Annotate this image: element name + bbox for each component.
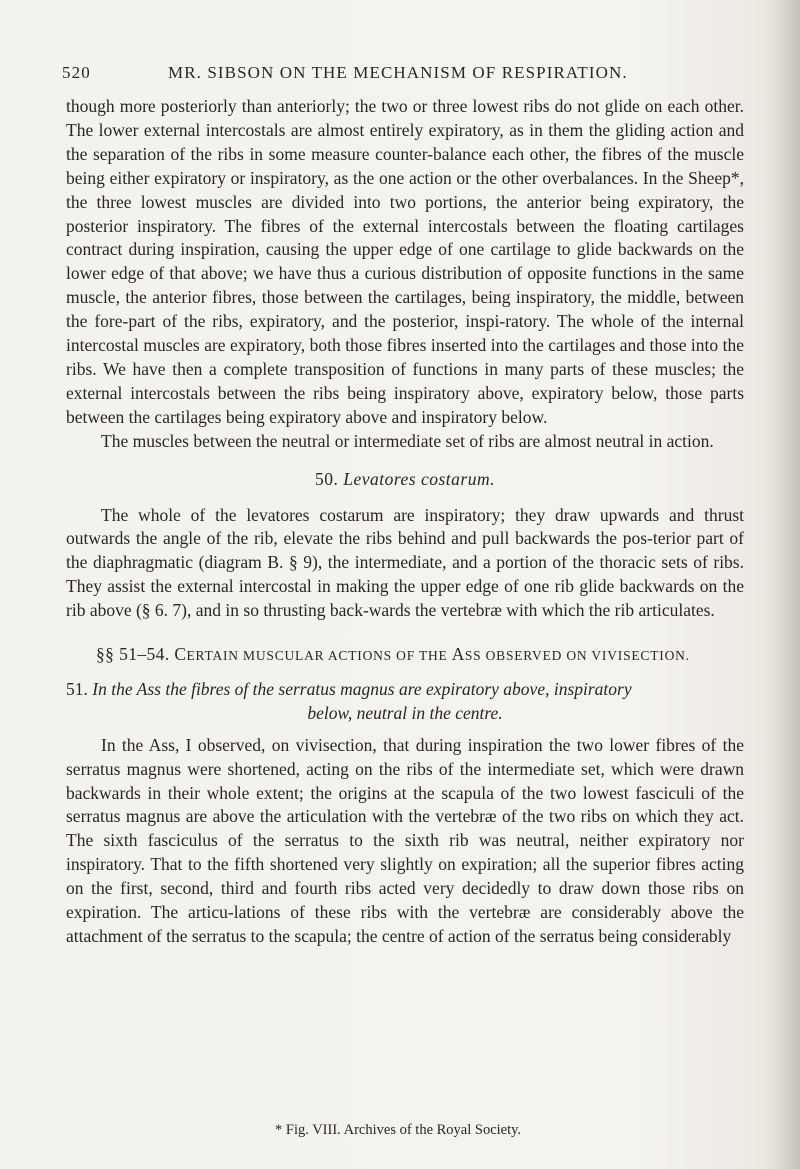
section-50-title xyxy=(66,468,744,492)
subsection-51-number: 51. xyxy=(66,678,88,699)
paragraph-levatores: The whole of the levatores costarum are inspiratory; they draw upwards and thrust outwards the angle of the rib, elevate the ribs behind and pull backwards the pos-terior part of the diaphragmatic (diagram B. § 9), the intermediate, and a portion of the thoracic sets of ribs. They assist the external intercostal in making the upper edge of one rib glide backwards on the rib above (§ 6. 7), and in so thrusting back-wards the vertebræ with which the rib articulates. xyxy=(66,504,744,621)
paragraph-neutral-ribs: The muscles between the neutral or intermediate set of ribs are almost neutral in action. xyxy=(101,430,714,451)
subsection-51-line2: below, neutral in the centre. xyxy=(307,702,503,723)
footnote: * Fig. VIII. Archives of the Royal Society. xyxy=(275,1122,522,1138)
heading-small-caps: ERTAIN MUSCULAR ACTIONS OF THE xyxy=(186,648,452,664)
heading-prefix: §§ 51–54. C xyxy=(96,644,187,665)
paragraph-vivisection: In the Ass, I observed, on vivisection, that during inspiration the two lower fibres of the serratus magnus were shortened, acting on the ribs of the intermediate set, which were drawn backwards in their whole extent; the origins at the scapula of the two lowest fasciculi of the serratus magnus are above the articulation with the vertebræ of the two ribs on which they act. The sixth fasciculus of the serratus to the sixth rib was neutral, neither expiratory nor inspiratory. That to the fifth shortened very slightly on expiration; all the superior fibres acting on the first, second, third and fourth ribs acted very decidedly to draw down those ribs on expiration. The articu-lations of these ribs with the vertebræ are considerably above the attachment of the serratus to the scapula; the centre of action of the serratus being considerably xyxy=(66,734,744,946)
heading-ass-initial: A xyxy=(451,644,465,665)
page-number: 520 xyxy=(62,63,91,82)
page-edge-shadow xyxy=(774,0,800,1169)
section-50-number: 50. xyxy=(314,468,339,489)
heading-small-caps-2: SS OBSERVED ON VIVISECTION. xyxy=(464,648,690,664)
running-title: MR. SIBSON ON THE MECHANISM OF RESPIRATION. xyxy=(168,63,628,82)
body-text xyxy=(66,95,744,949)
subsection-51-heading xyxy=(66,678,744,726)
section-50-name: Levatores costarum. xyxy=(343,468,495,489)
section-51-54-heading xyxy=(66,643,744,668)
subsection-51-line1: In the Ass the fibres of the serratus magnus are expiratory above, inspiratory xyxy=(92,678,632,699)
paragraph-intercostals: though more posteriorly than anteriorly; the two or three lowest ribs do not glide on each other. The lower external intercostals are almost entirely expiratory, as in them the gliding action and the separation of the ribs in some measure counter-balance each other, the fibres of the muscle being either expiratory or inspiratory, as the one action or the other overbalances. In the Sheep*, the three lowest muscles are divided into two portions, the anterior being expiratory, the posterior inspiratory. The fibres of the external intercostals between the floating cartilages contract during inspiration, causing the upper edge of one cartilage to glide backwards on the lower edge of that above; we have thus a curious distribution of opposite functions in the same muscle, the anterior fibres, those between the cartilages, being inspiratory, the middle, between the fore-part of the ribs, expiratory, and the posterior, inspi-ratory. The whole of the internal intercostal muscles are expiratory, both those fibres inserted into the cartilages and those into the ribs. We have then a complete transposition of functions in many parts of these muscles; the external intercostals between the ribs being inspiratory above, expiratory below, those parts between the cartilages being expiratory above and inspiratory below. xyxy=(66,96,744,427)
